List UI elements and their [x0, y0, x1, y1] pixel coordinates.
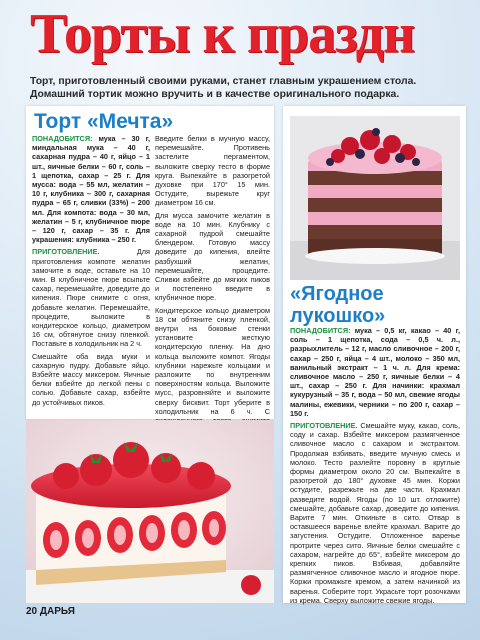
prep-label: ПРИГОТОВЛЕНИЕ.: [32, 247, 100, 257]
magazine-brand: ДАРЬЯ: [39, 606, 75, 617]
recipe2-column: [290, 326, 460, 608]
needs-label: ПОНАДОБИТСЯ:: [290, 326, 351, 335]
prep-paragraph: Смешайте муку, какао, соль, соду и сахар. Взбейте миксером размягченное сливочное масло с сахаром и экстрактом. Продолжая взбивать, введите мучную смесь и молоко. Тесто разлейте поровну в круглые формы диаметром около 20 см. Выпекайте в разогретой до 180° духовке 45 мин. Коржи остудите, разрежьте на две части. Крахмал разведите водой. Ягоды (по 10 шт. отложите) смешайте, добавьте сахар, доведите до кипения. Варите 7 мин. Откиньте в сито. Отвар в оставшееся варенье влейте крахмал. Варите до загустения. Остудите. Отложенное варенье протрите через сито. Яичные белки смешайте с сахаром, нагрейте до 65°, взбейте миксером до крепких пиков. Взбивая, добавляйте размягченное сливочное масло и ягодное пюре. Коржи промажьте кремом, а затем начинкой из варенья. Соберите торт. Украсьте торт розочками из крема. Сверху выложите свежие ягоды.: [290, 421, 460, 605]
page-footer: [26, 606, 75, 617]
photo-berry-cake: [290, 116, 460, 280]
ingredients-text: мука – 30 г, миндальная мука – 40 г, сахарная пудра – 40 г, яйцо – 1 шт., яичные белки – 60 г, соль – 1 щепотка, сахар – 25 г. Для мусса: вода – 55 мл, желатин – 10 г, клубника – 300 г, сахарная пудра – 65 г, сливки (33%) – 200 мл. Для компота: вода – 30 мл, желатин – 5 г, клубничное пюре – 120 г, сахар – 35 г. Для украшения: клубника – 250 г.: [32, 134, 150, 245]
prep-paragraph: Для приготовления компоте желатин замочите в воде, оставьте на 10 мин. В клубничное пюре всыпьте сахар, перемешайте, доведите до кипения. Пюре снимите с огня, добавьте желатин. Перемешайте, процедите, выложите в кондитерское кольцо, диаметром 16 см, обтянутое снизу пленкой. Поставьте в холодильник на 2 ч.: [32, 247, 150, 349]
intro-text: Торт, приготовленный своими руками, станет главным украшением стола. Домашний тортик можно вручить и в качестве оригинального подарка.: [30, 76, 417, 100]
recipe1-column-1: [32, 134, 150, 410]
prep-paragraph: Для мусса замочите желатин в воде на 10 мин. Клубнику с сахарной пудрой смешайте блендером. Готовую массу доведите до кипения, влейте разбухший желатин, перемешайте, процедите. Сливки взбейте до мягких пиков и постепенно введите в клубничное пюре.: [155, 210, 270, 303]
prep-paragraph: Введите белки в мучную массу, перемешайте. Противень застелите пергаментом, выложите сверху тесто в форме круга. Выпекайте в разогретой духовке при 170° 15 мин. Остудите, вырежьте круг диаметром 16 см.: [155, 134, 270, 208]
recipe-title-mechta: Торт «Мечта»: [34, 110, 174, 133]
photo-strawberry-cake: [26, 420, 274, 603]
ingredients-text: мука – 0,5 кг, какао – 40 г, соль – 1 щепотка, сода – 0,5 ч. л., разрыхлитель – 12 г, масло сливочное – 200 г, сахар – 250 г, яйца – 4 шт., молоко – 350 мл, ванильный экстракт – 1 ч. л. Для крема: сливочное масло – 250 г, яичные белки – 4 шт., сахар – 250 г. Для начинки: крахмал кукурузный – 35 г, вода – 50 мл, свежие ягоды малины, ежевики, черники – по 200 г, сахар – 150 г.: [290, 326, 460, 418]
page-number: 20: [26, 606, 38, 617]
recipe1-column-2: [155, 134, 270, 456]
recipe-title-yagodnoe: «Ягодное лукошко»: [290, 283, 386, 327]
needs-label: ПОНАДОБИТСЯ:: [32, 134, 93, 143]
prep-label: ПРИГОТОВЛЕНИЕ.: [290, 421, 358, 431]
page-title: Торты к праздн: [30, 3, 415, 65]
prep-paragraph: Смешайте оба вида муки и сахарную пудру. Добавьте яйцо. Взбейте массу миксером. Яичные белки взбейте до легкой пены с солью. Добавьте сахар, взбейте до устойчивых пиков.: [32, 351, 150, 407]
prep-paragraph: Кондитерское кольцо диаметром 18 см обтяните снизу пленкой, внутри на боковые стенки установите жесткую кондитерскую пленку. На дно кольца выложите компот. Ягоды клубники нарежьте кольцами и разложите по внутренним поверхностям кольца. Выложите мусс, разровняйте и выложите сверху бисквит. Торт уберите в холодильник на 6 ч. С: [155, 305, 270, 416]
